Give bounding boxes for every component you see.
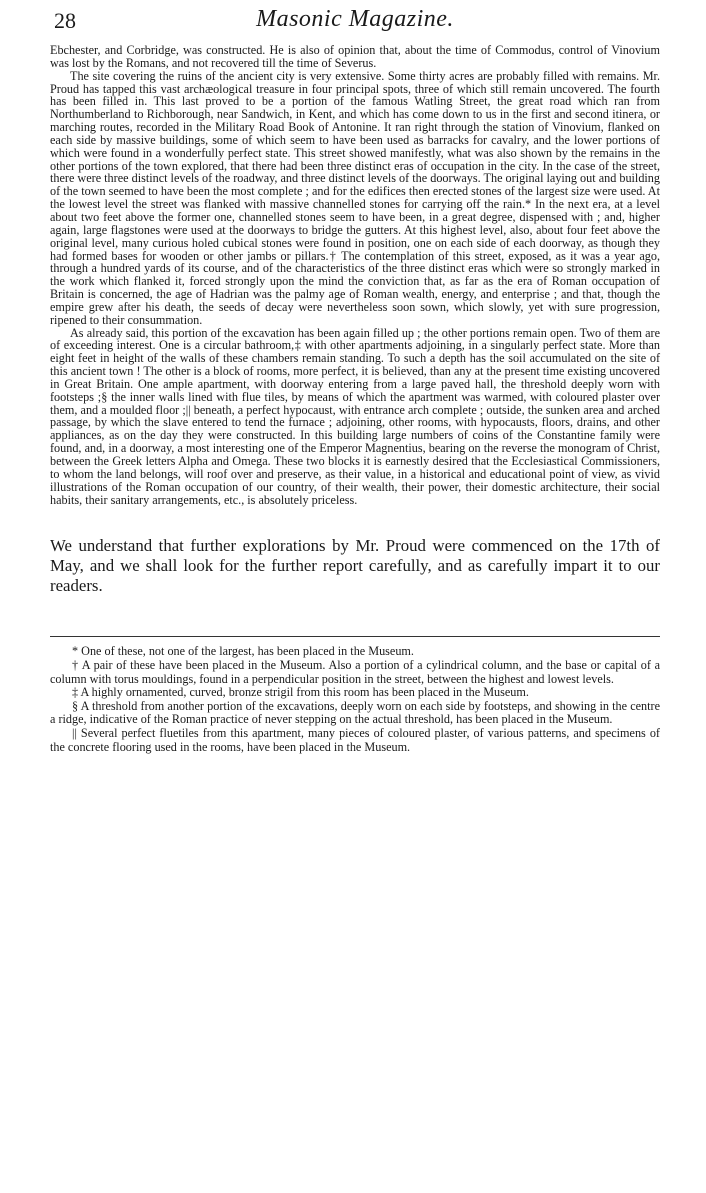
footnote: § A threshold from another portion of the excavations, deeply worn on each side by footsteps, and showing in the centre a ridge, indicative of the Roman practice of never stepping on the actual threshold, has been placed in the Museum. — [50, 698, 660, 727]
footnote-divider — [50, 636, 660, 637]
article-body — [50, 44, 660, 506]
body-paragraph: The site covering the ruins of the ancient city is very extensive. Some thirty acres are probably filled with remains. Mr. Proud has tapped this vast archæological treasure in four principal spots, three of which still remain uncovered. The fourth has been filled in. This last proved to be a portion of the famous Watling Street, the great road which ran from Northumberland to Richborough, near Sandwich, in Kent, and which has come down to us in the first and second itinera, or marching routes, recorded in the Military Road Book of Antonine. It ran right through the station of Vinovium, flanked on each side by massive buildings, some of which seem to have been used as barracks for cavalry, and the lower portions of which were found in a wonderfully perfect state. This street showed manifestly, what was also shown by the remains in the other portions of the town explored, that there had been three distinct eras of occupation in the city. In the case of the street, there were three distinct levels of the roadway, and three distinct levels of the doorways. The original laying out and building of the town seemed to have been the most complete ; and for the edifices then erected stones of the largest size were used. At the lowest level the street was flanked with massive channelled stones for carrying off the rain.* In the next era, at a level about two feet above the former one, channelled stones seem to have been, in a great degree, dispensed with ; and, higher again, large flagstones were used at the doorways to bridge the gutters. At this highest level, also, about four feet above the original level, many curious holed cubical stones were found in position, one on each side of each doorway, as though they had formed bases for wooden or other jambs or pillars.† The contemplation of this street, exposed, as it was a year ago, through a hundred yards of its course, and of the characteristics of the three distinct eras which were so strongly marked in the work which flanked it, forced strongly upon the mind the conviction that, as far as the era of Roman occupation of Britain is concerned, the age of Hadrian was the palmy age of Roman wealth, energy, and enterprise ; and that, though the empire grew after his death, the seeds of decay were nevertheless soon sown, which slowly, yet with sure progression, ripened to their consummation. — [50, 68, 660, 327]
footnote: * One of these, not one of the largest, has been placed in the Museum. — [72, 644, 414, 659]
running-title: Masonic Magazine. — [256, 6, 454, 32]
footnotes — [50, 645, 660, 754]
page-number: 28 — [54, 8, 76, 33]
closing-paragraph: We understand that further explorations by Mr. Proud were commenced on the 17th of May, and we shall look for the further report carefully, and as carefully impart it to our readers. — [50, 536, 660, 596]
footnote: † A pair of these have been placed in the Museum. Also a portion of a cylindrical column, and the base or capital of a column with torus mouldings, found in a perpendicular position in the street, between the highest and lowest levels. — [50, 657, 660, 686]
footnote: || Several perfect fluetiles from this apartment, many pieces of coloured plaster, of various patterns, and specimens of the concrete flooring used in the rooms, have been placed in the Museum. — [50, 725, 660, 754]
body-paragraph: As already said, this portion of the excavation has been again filled up ; the other portions remain open. Two of them are of exceeding interest. One is a circular bathroom,‡ with other apartments adjoining, in a singularly perfect state. More than eight feet in height of the walls of these chambers remain standing. To such a depth has the soil accumulated on the site of this ancient town ! The other is a block of rooms, more perfect, it is believed, than any at the present time existing uncovered in Great Britain. One ample apartment, with doorway entering from a large paved hall, the threshold deeply worn with footsteps ;§ the inner walls lined with flue tiles, by means of which the apartment was warmed, with coloured plaster over them, and a moulded floor ;|| beneath, a perfect hypocaust, with entrance arch complete ; outside, the sunken area and arched passage, by which the slave entered to tend the furnace ; adjoining, other rooms, with hypocausts, floors, drains, and other appliances, as on the day they were constructed. In this building large numbers of coins of the Constantine family were found, and, in a doorway, a most interesting one of the Emperor Magnentius, bearing on the reverse the monogram of Christ, between the Greek letters Alpha and Omega. These two blocks it is earnestly desired that the Ecclesiastical Commissioners, to whom the land belongs, will roof over and preserve, as their value, in a historical and educational point of view, as vivid illustrations of the Roman occupation of our country, of their wealth, their power, their domestic architecture, their social habits, their sanitary arrangements, etc., is absolutely priceless. — [50, 325, 660, 507]
footnote: ‡ A highly ornamented, curved, bronze strigil from this room has been placed in the Museum. — [72, 685, 529, 700]
body-paragraph: Ebchester, and Corbridge, was constructed. He is also of opinion that, about the time of Commodus, control of Vinovium was lost by the Romans, and not recovered till the time of Severus. — [50, 43, 660, 70]
page-header — [50, 0, 660, 44]
